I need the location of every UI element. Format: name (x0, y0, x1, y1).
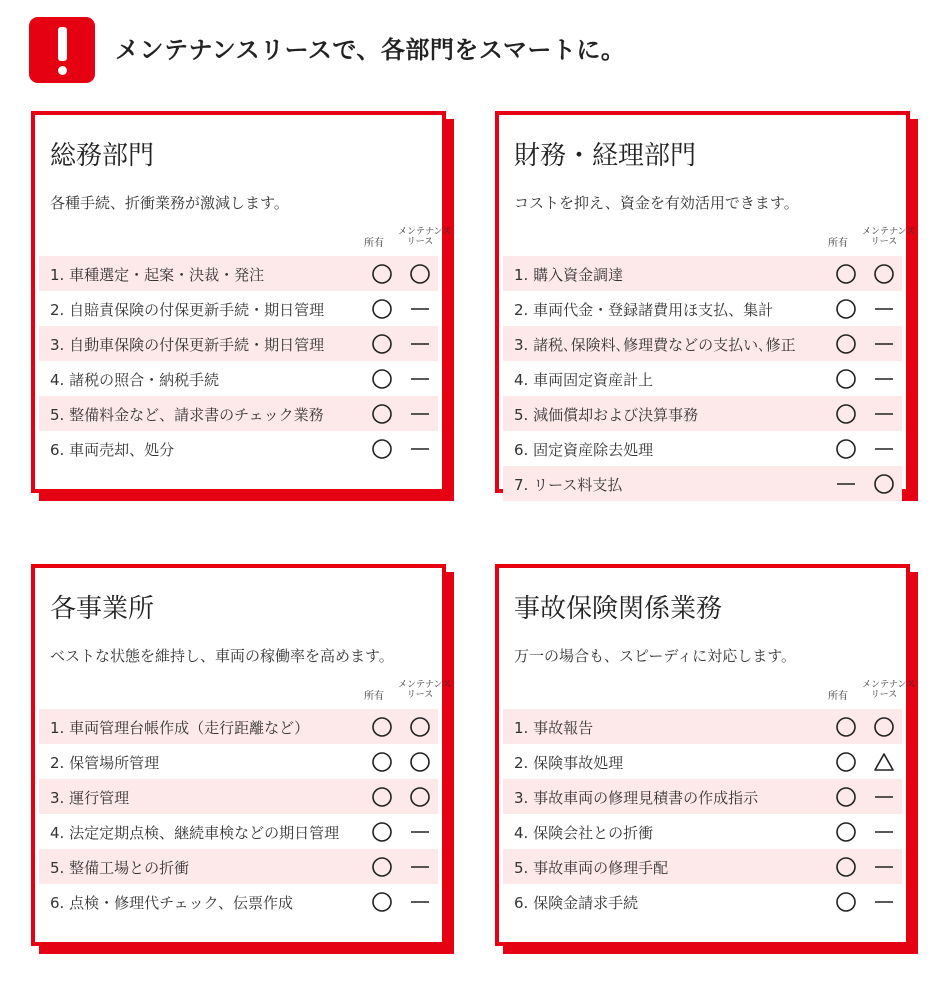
task-label: 6. 車両売却、処分 (50, 441, 175, 459)
lease-circle-icon (873, 263, 895, 285)
task-label: 2. 自賠責保険の付保更新手続・期日管理 (50, 301, 325, 319)
task-list (503, 256, 902, 501)
own-circle-icon (835, 368, 857, 390)
card-description: 各種手続、折衝業務が激減します。 (50, 194, 289, 212)
column-header-line1: メンテナンス (398, 227, 452, 237)
own-circle-icon (835, 263, 857, 285)
lease-dash-icon (873, 891, 895, 913)
own-circle-icon (835, 786, 857, 808)
own-circle-icon (371, 716, 393, 738)
task-label: 6. 保険金請求手続 (514, 894, 639, 912)
lease-circle-icon (873, 473, 895, 495)
column-header-own: 所有 (828, 691, 848, 702)
lease-dash-icon (409, 403, 431, 425)
lease-dash-icon (873, 298, 895, 320)
card-description: ベストな状態を維持し、車両の稼働率を高めます。 (50, 647, 394, 665)
task-row (503, 814, 902, 849)
task-list (39, 256, 438, 466)
lease-dash-icon (873, 333, 895, 355)
task-row (39, 396, 438, 431)
card-title: 財務・経理部門 (514, 141, 697, 171)
card-business-offices (31, 564, 452, 946)
own-circle-icon (835, 716, 857, 738)
task-row (39, 849, 438, 884)
task-label: 6. 点検・修理代チェック、伝票作成 (50, 894, 294, 912)
lease-dash-icon (409, 298, 431, 320)
lease-dash-icon (409, 333, 431, 355)
card-description: コストを抑え、資金を有効活用できます。 (514, 194, 799, 212)
task-row (39, 884, 438, 919)
task-row (39, 814, 438, 849)
own-circle-icon (371, 403, 393, 425)
own-circle-icon (835, 333, 857, 355)
task-label: 4. 諸税の照合・納税手続 (50, 371, 220, 389)
task-label: 2. 保険事故処理 (514, 754, 624, 772)
exclamation-icon (29, 17, 95, 83)
task-label: 1. 事故報告 (514, 719, 594, 737)
task-row (503, 291, 902, 326)
task-row (503, 744, 902, 779)
own-circle-icon (835, 821, 857, 843)
card-title: 総務部門 (50, 141, 155, 171)
task-label: 5. 整備工場との折衝 (50, 859, 190, 877)
card-general-affairs (31, 111, 452, 493)
task-row (503, 396, 902, 431)
own-circle-icon (371, 821, 393, 843)
own-dash-icon (835, 473, 857, 495)
own-circle-icon (835, 438, 857, 460)
column-header-maintenance-lease (862, 227, 916, 247)
task-row (39, 709, 438, 744)
own-circle-icon (371, 298, 393, 320)
lease-dash-icon (873, 821, 895, 843)
column-header-line1: メンテナンス (862, 680, 916, 690)
lease-triangle-icon (873, 751, 895, 773)
column-header-maintenance-lease (862, 680, 916, 700)
task-label: 5. 減価償却および決算事務 (514, 406, 699, 424)
card-description: 万一の場合も、スピーディに対応します。 (514, 647, 797, 665)
own-circle-icon (371, 368, 393, 390)
task-row (503, 849, 902, 884)
column-header-line2: リース (406, 237, 434, 247)
card-frame (31, 111, 452, 493)
task-label: 5. 整備料金など、請求書のチェック業務 (50, 406, 324, 424)
task-row (503, 884, 902, 919)
own-circle-icon (371, 751, 393, 773)
task-row (39, 256, 438, 291)
card-frame (495, 111, 916, 494)
task-row (503, 779, 902, 814)
column-header-maintenance-lease (398, 227, 452, 247)
lease-dash-icon (873, 438, 895, 460)
own-circle-icon (835, 891, 857, 913)
lease-circle-icon (409, 263, 431, 285)
own-circle-icon (371, 891, 393, 913)
task-row (503, 431, 902, 466)
own-circle-icon (371, 263, 393, 285)
task-label: 4. 法定定期点検、継続車検などの期日管理 (50, 824, 340, 842)
page-title: メンテナンスリースで、各部門をスマートに。 (115, 36, 626, 64)
task-row (39, 779, 438, 814)
column-header-line1: メンテナンス (398, 680, 452, 690)
lease-dash-icon (409, 856, 431, 878)
own-circle-icon (371, 333, 393, 355)
column-header-own: 所有 (828, 238, 848, 249)
column-header-line1: メンテナンス (862, 227, 916, 237)
card-title: 各事業所 (50, 594, 155, 624)
task-label: 2. 保管場所管理 (50, 754, 160, 772)
lease-dash-icon (873, 786, 895, 808)
card-frame (495, 564, 916, 946)
task-label: 4. 車両固定資産計上 (514, 371, 654, 389)
lease-dash-icon (409, 368, 431, 390)
task-row (39, 744, 438, 779)
lease-circle-icon (409, 751, 431, 773)
task-row (39, 361, 438, 396)
lease-dash-icon (409, 891, 431, 913)
card-accident-insurance (495, 564, 916, 946)
task-label: 7. リース料支払 (514, 476, 623, 494)
own-circle-icon (835, 856, 857, 878)
task-row (39, 326, 438, 361)
column-header-line2: リース (406, 690, 434, 700)
task-label: 1. 車両管理台帳作成（走行距離など） (50, 719, 310, 737)
lease-dash-icon (409, 821, 431, 843)
own-circle-icon (371, 438, 393, 460)
task-row (39, 291, 438, 326)
task-list (39, 709, 438, 919)
task-label: 1. 車種選定・起案・決裁・発注 (50, 266, 265, 284)
task-label: 1. 購入資金調達 (514, 266, 624, 284)
column-header-own: 所有 (364, 238, 384, 249)
task-label: 6. 固定資産除去処理 (514, 441, 654, 459)
task-label: 5. 事故車両の修理手配 (514, 859, 669, 877)
own-circle-icon (371, 786, 393, 808)
card-frame (31, 564, 452, 946)
lease-circle-icon (873, 716, 895, 738)
task-row (503, 326, 902, 361)
lease-dash-icon (873, 403, 895, 425)
lease-dash-icon (409, 438, 431, 460)
column-header-line2: リース (870, 237, 898, 247)
task-row (39, 431, 438, 466)
task-label: 3. 運行管理 (50, 789, 130, 807)
task-label: 3. 自動車保険の付保更新手続・期日管理 (50, 336, 325, 354)
own-circle-icon (371, 856, 393, 878)
task-row (503, 361, 902, 396)
column-header-own: 所有 (364, 691, 384, 702)
lease-circle-icon (409, 786, 431, 808)
task-label: 3. 諸税､保険料､修理費などの支払い､修正 (514, 336, 796, 354)
own-circle-icon (835, 751, 857, 773)
task-row (503, 709, 902, 744)
task-row (503, 466, 902, 501)
column-header-maintenance-lease (398, 680, 452, 700)
lease-dash-icon (873, 368, 895, 390)
column-header-line2: リース (870, 690, 898, 700)
task-label: 2. 車両代金・登録諸費用ほ支払、集計 (514, 301, 774, 319)
own-circle-icon (835, 403, 857, 425)
own-circle-icon (835, 298, 857, 320)
lease-circle-icon (409, 716, 431, 738)
task-list (503, 709, 902, 919)
card-title: 事故保険関係業務 (514, 594, 723, 624)
task-label: 3. 事故車両の修理見積書の作成指示 (514, 789, 759, 807)
task-row (503, 256, 902, 291)
lease-dash-icon (873, 856, 895, 878)
card-finance-accounting (495, 111, 916, 494)
task-label: 4. 保険会社との折衝 (514, 824, 654, 842)
